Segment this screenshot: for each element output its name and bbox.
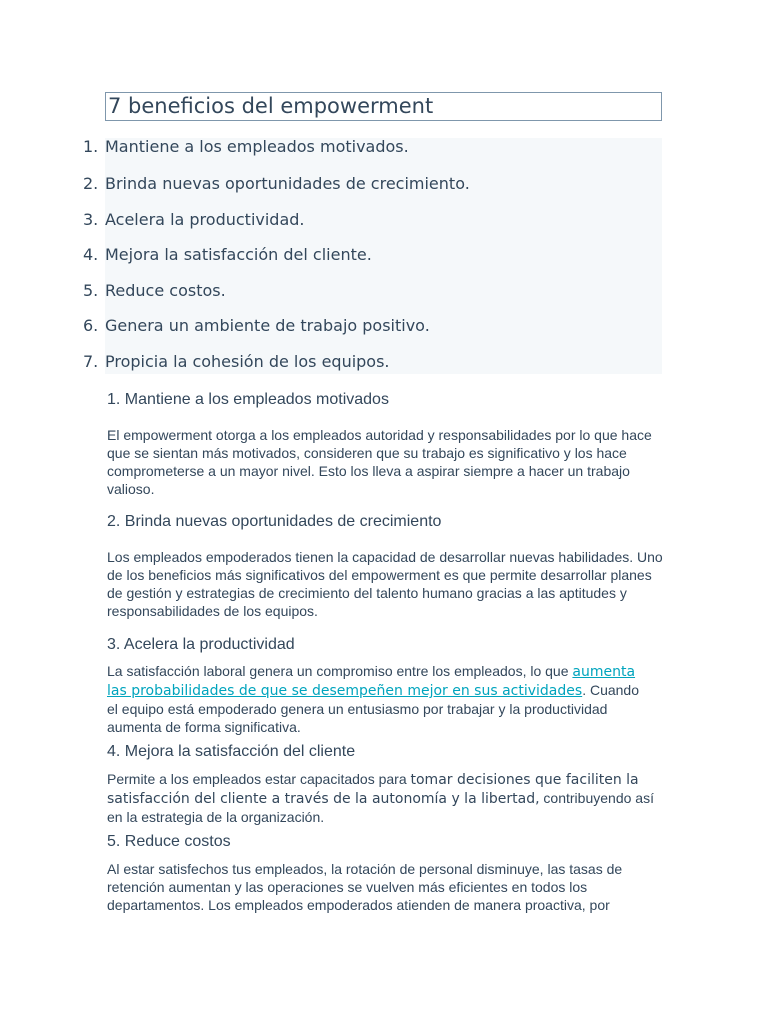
toc-item-number: 1. <box>83 137 99 156</box>
section-body <box>107 662 652 736</box>
section-body: Los empleados empoderados tienen la capacidad de desarrollar nuevas habilidades. Uno de los beneficios más significativos del empowerment es que permite desarrollar planes de gestión y estrategias de crecimiento del talento humano gracias a las aptitudes y responsabilidades de los equipos. <box>107 549 663 619</box>
toc-item-text: Acelera la productividad. <box>105 210 305 229</box>
toc-item[interactable] <box>83 244 372 266</box>
toc-item-number: 3. <box>83 210 99 229</box>
toc-item-text: Brinda nuevas oportunidades de crecimiento. <box>105 174 470 193</box>
section-body-text: Permite a los empleados estar capacitados para <box>107 771 411 787</box>
toc-item[interactable] <box>83 280 226 302</box>
toc-item-text: Reduce costos. <box>105 281 226 300</box>
toc-item[interactable] <box>83 209 305 231</box>
section-heading: 1. Mantiene a los empleados motivados <box>107 391 389 408</box>
page-title: 7 beneficios del empowerment <box>108 94 434 118</box>
toc-item[interactable] <box>83 136 409 158</box>
section-heading: 5. Reduce costos <box>107 833 231 850</box>
title-box <box>105 92 662 121</box>
section-body <box>107 770 667 826</box>
section-body-text: . Cuando el equipo está empoderado genera un entusiasmo por trabajar y la productividad aumenta de forma significativa. <box>107 682 640 735</box>
toc-item-text: Mejora la satisfacción del cliente. <box>105 245 372 264</box>
toc-item[interactable] <box>83 315 430 337</box>
toc-item-number: 5. <box>83 281 99 300</box>
section-body-text: contribuyendo así en la estrategia de la organización. <box>107 790 654 825</box>
table-of-contents <box>83 137 662 374</box>
toc-item-text: Propicia la cohesión de los equipos. <box>105 352 390 371</box>
section-heading: 2. Brinda nuevas oportunidades de crecimiento <box>107 513 442 530</box>
toc-item-number: 6. <box>83 316 99 335</box>
section-heading: 3. Acelera la productividad <box>107 636 295 653</box>
toc-item-text: Genera un ambiente de trabajo positivo. <box>105 316 430 335</box>
section-body-text: tomar decisiones que faciliten la satisfacción del cliente a través de la autonomía y la libertad, <box>107 772 639 807</box>
toc-item-number: 2. <box>83 174 99 193</box>
toc-item-number: 7. <box>83 352 99 371</box>
toc-item[interactable] <box>83 173 470 195</box>
section-heading: 4. Mejora la satisfacción del cliente <box>107 743 356 760</box>
toc-item[interactable] <box>83 351 390 373</box>
productivity-link[interactable]: aumenta las probabilidades de que se desempeñen mejor en sus actividades <box>107 664 636 699</box>
section-body: Al estar satisfechos tus empleados, la rotación de personal disminuye, las tasas de retención aumentan y las operaciones se vuelven más eficientes en todos los departamentos. Los empleados empoderados atienden de manera proactiva, por <box>107 861 623 913</box>
section-body-text: La satisfacción laboral genera un compromiso entre los empleados, lo que <box>107 663 573 679</box>
toc-item-text: Mantiene a los empleados motivados. <box>105 137 409 156</box>
section-body: El empowerment otorga a los empleados autoridad y responsabilidades por lo que hace que se sientan más motivados, consideren que su trabajo es significativo y los hace comprometerse a un mayor nivel. Esto los lleva a aspirar siempre a hacer un trabajo valioso. <box>107 427 652 497</box>
toc-item-number: 4. <box>83 245 99 264</box>
